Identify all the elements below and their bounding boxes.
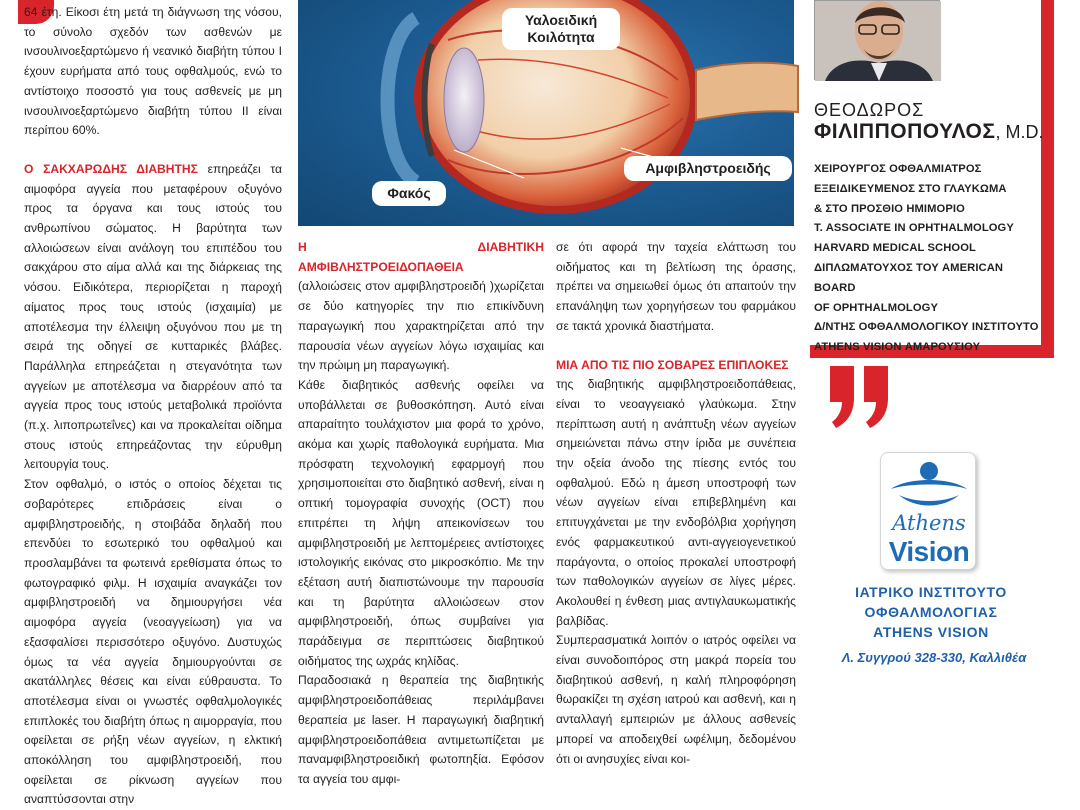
section-lead-in: Ο ΣΑΚΧΑΡΩΔΗΣ ΔΙΑΒΗΤΗΣ xyxy=(24,161,198,176)
credential-line: ΔΙΠΛΩΜΑΤΟΥΧΟΣ ΤΟΥ AMERICAN BOARD xyxy=(814,261,1004,294)
institute-line: ΟΦΘΑΛΜΟΛΟΓΙΑΣ xyxy=(864,604,998,620)
athens-vision-logo xyxy=(880,452,976,570)
paragraph-text: (αλλοιώσεις στον αμφιβληστροειδή )χωρίζεται σε δύο κατηγορίες την πιο επικίνδυνη παραγωγική που χαρακτηρίζεται από την παρουσία νέων αγγείων λόγω ισχαιμίας και την πρώιμη μη παραγωγική. xyxy=(298,279,544,373)
paragraph-text: επηρεάζει τα αιμοφόρα αγγεία που μεταφέρουν οξυγόνο προς τα όργανα και τους ιστούς του ανθρωπίνου σώματος. Η βαρύτητα των αλλοιώσεων είναι ανάλογη του επιπέδου του σακχάρου στο αίμα αλλά και της διάρκειας της νόσου. Ειδικότερα, περιορίζεται η παροχή αίματος προς τους ιστούς (ισχαιμία) με αποτέλεσμα την έλλειψη οξυγόνου που με τη σειρά της οδηγεί σε κυτταρικές βλάβες. Παράλληλα επηρεάζεται η στεγανότητα των αγγείων με αποτέλεσμα να διαρρέουν από τα αγγεία προς τους ιστούς μεταβολικά προϊόντα (π.χ. λιποπρωτεΐνες) και να προκαλείται οίδημα στους ιστούς επηρεάζοντας την εύρυθμη λειτουργία τους. xyxy=(24,161,282,472)
doctor-first-name: ΘΕΟΔΩΡΟΣ xyxy=(814,100,925,120)
logo-word-vision: Vision xyxy=(888,536,970,567)
article-paragraph xyxy=(556,356,796,632)
credential-line: T. ASSOCIATE IN OPHTHALMOLOGY xyxy=(814,222,1014,235)
article-paragraph: Στον οφθαλμό, ο ιστός ο οποίος δέχεται τις σοβαρότερες επιδράσεις είναι ο αμφιβληστροειδής, η στοιβάδα δηλαδή που επενδύει το εσωτερικό του οφθαλμού και προσλαμβάνει τα φωτεινά ερεθίσματα όπως το φωτογραφικό φιλμ. Η ισχαιμία αναγκάζει τον αμφιβληστροειδή να δημιουργήσει νέα αιμοφόρα αγγεία (νεοαγγείωση) για να εξασφαλίσει περισσότερο οξυγόνο. Δυστυχώς όμως τα νέα αγγεία δημιουργούνται σε ακατάλληλες θέσεις και είναι εύθραυστα. Το αποτέλεσμα είναι οι γνωστές οφθαλμολογικές επιπλοκές του διαβήτη όπως η αιμορραγία, που οφείλεται σε ρήξη νέων αγγείων, η ελκτική αποκόλληση του αμφιβληστροειδή, που οφείλεται σε ρίκνωση αγγείων που αναπτύσσονται στην xyxy=(24,477,282,807)
article-paragraph: σε ότι αφορά την ταχεία ελάττωση του οιδήματος και τη βελτίωση της όρασης, πρέπει να σημειωθεί όμως ότι απαιτούν την επανάληψη των χορηγήσεων του φαρμάκου σε τακτά χρονικά διαστήματα. xyxy=(556,240,796,333)
credential-line: ATHENS VISION ΑΜΑΡΟΥΣΙΟΥ xyxy=(814,341,981,354)
paragraph-text: της διαβητικής αμφιβληστροειδοπάθειας, είναι το νεοαγγειακό γλαύκωμα. Στην περίπτωση αυτή η ανάπτυξη νέων αγγείων σημειώνεται πάνω στην ίριδα με συνέπεια την οξεία άνοδο της πίεσης εντός του οφθαλμού. Εδώ η άμεση υποστροφή των νέων αγγείων είναι επιβεβλημένη και επιτυγχάνεται με την ενδοβόλβια χορήγηση ενός φαρμακευτικού αντι-αγγειογενετικού παράγοντα, ο οποίος προκαλεί υποστροφή των παθολογικών αγγείων σε λίγες μέρες. Ακολουθεί η ένθεση μιας αντιγλαυκωματικής βαλβίδας. xyxy=(556,377,796,628)
credential-line: & ΣΤΟ ΠΡΟΣΘΙΟ ΗΜΙΜΟΡΙΟ xyxy=(814,202,965,215)
article-column-2 xyxy=(298,238,544,790)
credential-line: ΧΕΙΡΟΥΡΓΟΣ ΟΦΘΑΛΜΙΑΤΡΟΣ xyxy=(814,163,982,175)
section-heading: ΜΙΑ ΑΠΟ ΤΙΣ ΠΙΟ ΣΟΒΑΡΕΣ ΕΠΙΠΛΟΚΕΣ xyxy=(556,357,789,372)
institute-line: ΙΑΤΡΙΚΟ ΙΝΣΤΙΤΟΥΤΟ xyxy=(855,584,1007,600)
doctor-name xyxy=(814,100,1044,144)
credential-line: OF OPHTHALMOLOGY xyxy=(814,301,939,314)
label-lens: Φακός xyxy=(372,181,446,206)
article-paragraph xyxy=(24,160,282,475)
label-retina: Αμφιβληστροειδής xyxy=(624,156,792,181)
doctor-portrait-drawing xyxy=(815,1,941,81)
credential-line: HARVARD MEDICAL SCHOOL xyxy=(814,242,976,255)
article-paragraph xyxy=(298,238,544,376)
institute-name xyxy=(826,582,1036,642)
logo-word-athens: Athens xyxy=(892,511,966,535)
article-column-1 xyxy=(24,3,282,810)
doctor-photo xyxy=(814,0,940,80)
institute-line: ATHENS VISION xyxy=(873,624,989,640)
article-paragraph: Παραδοσιακά η θεραπεία της διαβητικής αμφιβληστροειδοπάθειας περιλάμβανει θεραπεία με laser. Η παραγωγική διαβητική αμφιβληστροειδοπάθεια αντιμετωπίζεται με παναμφιβληστροειδική φωτοπηξία. Εφόσον τα αγγεία του αμφι- xyxy=(298,673,544,786)
quotation-mark-icon xyxy=(826,362,892,430)
doctor-last-name: ΦΙΛΙΠΠΟΠΟΥΛΟΣ xyxy=(814,120,996,143)
eye-emblem-icon xyxy=(889,457,969,513)
institute-address: Λ. Συγγρού 328-330, Καλλιθέα xyxy=(841,650,1027,665)
article-column-3 xyxy=(556,238,796,769)
label-vitreous-cavity: Υαλοειδική Κοιλότητα xyxy=(502,8,620,50)
article-paragraph: 64 έτη. Είκοσι έτη μετά τη διάγνωση της νόσου, το σύνολο σχεδόν των ασθενών με ινσουλινοεξαρτώμενο ή νεανικό διαβήτη τύπου Ι έχουν ευρήματα από τους οφθαλμούς, ενώ το αντίστοιχο ποσοστό για τους ασθενείς με μη ινσουλινοεξαρτώμενο διαβήτη τύπου ΙΙ είναι περίπου 60%. xyxy=(24,5,282,138)
section-heading: Η ΔΙΑΒΗΤΙΚΗ ΑΜΦΙΒΛΗΣΤΡΟΕΙΔΟΠΑΘΕΙΑ xyxy=(298,240,544,274)
doctor-credentials xyxy=(814,160,1044,358)
credential-line: Δ/ΝΤΗΣ ΟΦΘΑΛΜΟΛΟΓΙΚΟΥ ΙΝΣΤΙΤΟΥΤΟ xyxy=(814,321,1039,334)
article-paragraph: Κάθε διαβητικός ασθενής οφείλει να υποβάλλεται σε βυθοσκόπηση. Αυτό είναι απαραίτητο τουλάχιστον μια φορά το χρόνο, ακόμα και χωρίς παθολογικά ευρήματα. Μια πρόσφατη τεχνολογική εφαρμογή που χρησιμοποιείται στο διαβητικό ασθενή, είναι η οπτική τομογραφία συνοχής (OCT) που επιτρέπει τη λήψη απεικονίσεων του αμφιβληστροειδή με λεπτομέρειες αντίστοιχες ιστολογικής εικόνας στο μικροσκόπιο. Με την εξέταση αυτή διαπιστώνουμε την παρουσία και τη βαρύτητα αλλοιώσεων στον αμφιβληστροειδή, όπως συμβαίνει για παράδειγμα σε περιπτώσεις διαβητικού οιδήματος της ωχράς κηλίδας. xyxy=(298,377,544,668)
credential-line: ΕΞΕΙΔΙΚΕΥΜΕΝΟΣ ΣΤΟ ΓΛΑΥΚΩΜΑ xyxy=(814,182,1007,195)
article-paragraph: Συμπερασματικά λοιπόν ο ιατρός οφείλει να είναι συνοδοιπόρος στη μακρά πορεία του διαβητικού ασθενή, η καλή πληροφόρηση θωρακίζει τη σχέση ιατρού και ασθενή, και η ανταλλαγή εμπειριών με άλλους ασθενείς μπορεί να αποδειχθεί ωφέλιμη, δεδομένου ότι οι ανησυχίες είναι κοι- xyxy=(556,633,796,766)
doctor-degree: , M.D. xyxy=(995,122,1044,142)
